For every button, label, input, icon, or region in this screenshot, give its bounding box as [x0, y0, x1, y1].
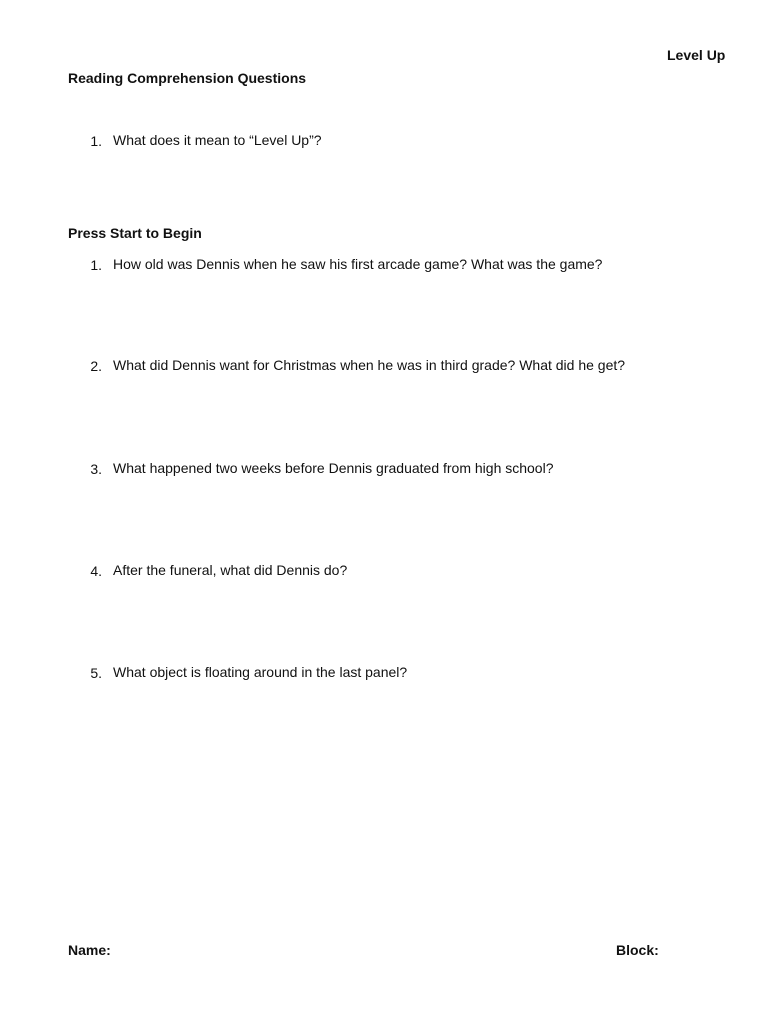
- question-number: 1.: [90, 133, 102, 149]
- question-number: 4.: [90, 563, 102, 579]
- question-number: 1.: [90, 257, 102, 273]
- section-heading-reading-comprehension: Reading Comprehension Questions: [68, 70, 307, 86]
- question-text: What does it mean to “Level Up”?: [113, 132, 322, 148]
- question-number: 5.: [90, 665, 102, 681]
- name-label: Name:: [68, 942, 111, 958]
- document-title: Level Up: [667, 47, 726, 63]
- question-text: After the funeral, what did Dennis do?: [113, 562, 348, 578]
- question-text: What object is floating around in the last panel?: [113, 664, 408, 680]
- block-label: Block:: [616, 942, 659, 958]
- question-text: What did Dennis want for Christmas when he was in third grade? What did he get?: [113, 357, 626, 373]
- question-text: How old was Dennis when he saw his first arcade game? What was the game?: [113, 256, 603, 272]
- question-number: 3.: [90, 461, 102, 477]
- question-number: 2.: [90, 358, 102, 374]
- section-heading-press-start: Press Start to Begin: [68, 225, 202, 241]
- question-text: What happened two weeks before Dennis graduated from high school?: [113, 460, 554, 476]
